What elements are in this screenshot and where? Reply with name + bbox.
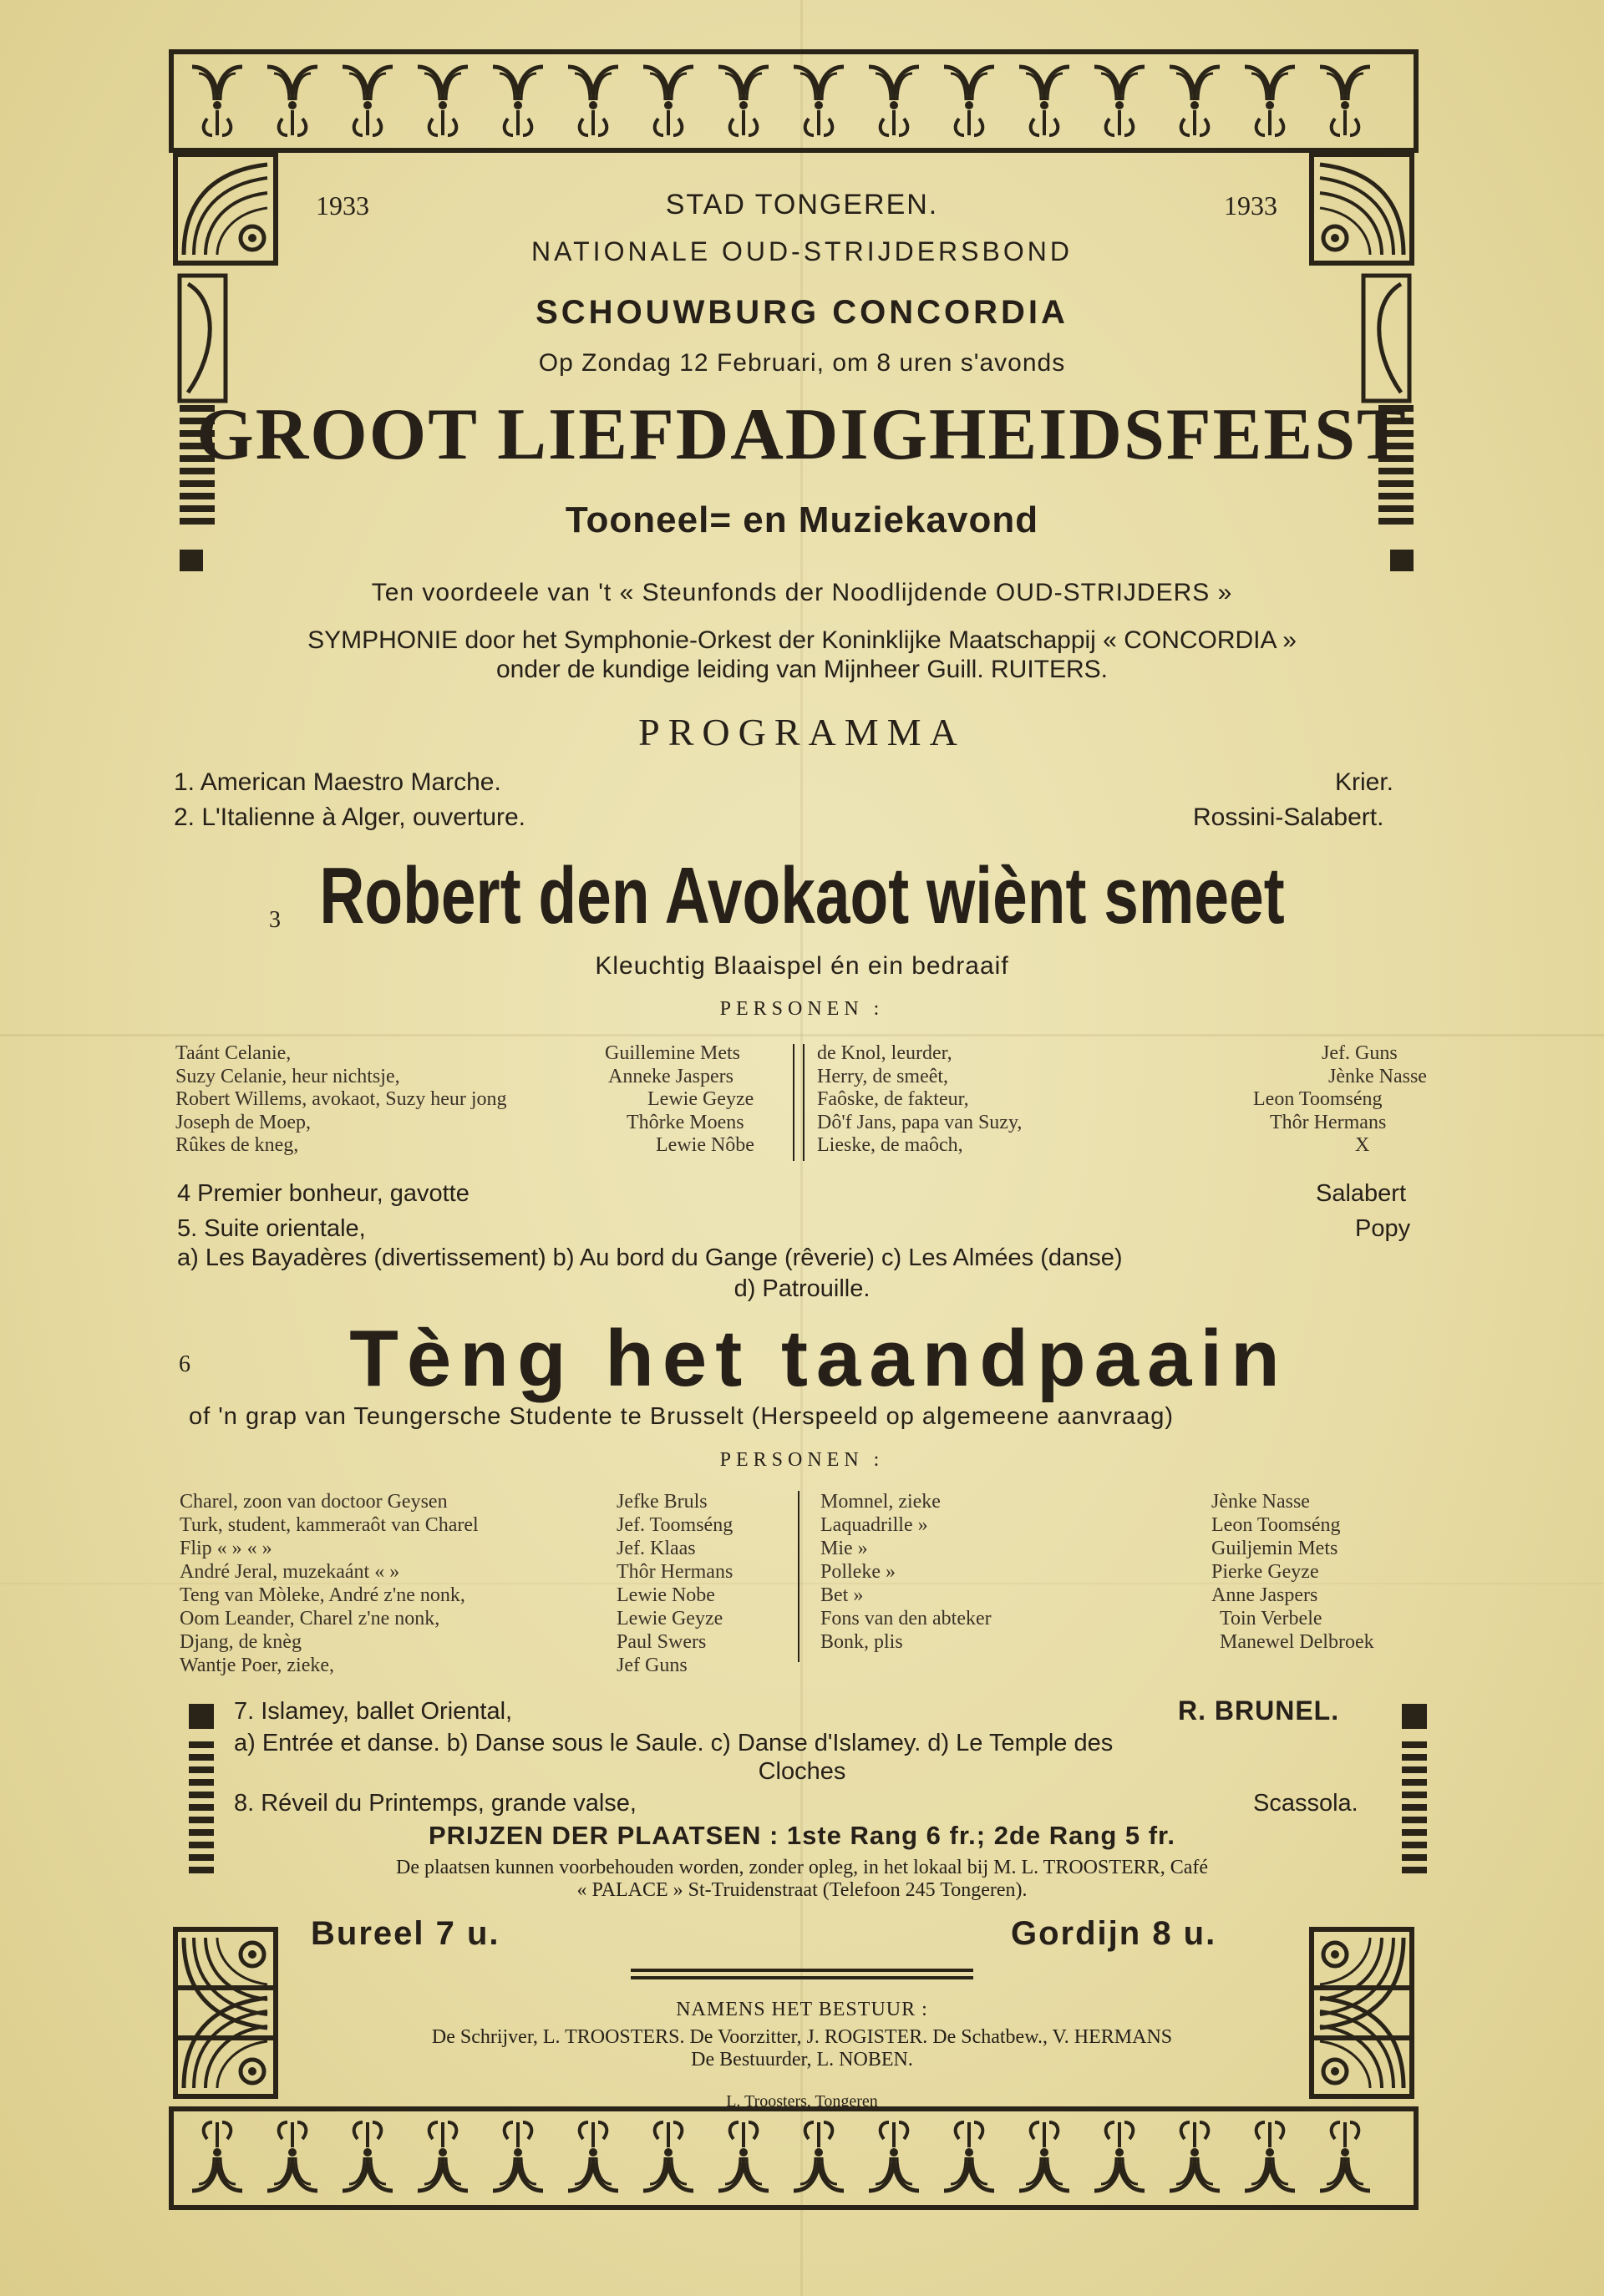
program-item-4: 4 Premier bonheur, gavotte (177, 1180, 470, 1207)
cast2-right-actor-5: Anne Jaspers (1211, 1584, 1318, 1606)
cast2-left-role-3: Flip « » « » (180, 1538, 272, 1559)
program-item-7-parts: a) Entrée et danse. b) Danse sous le Saule. c) Danse d'Islamey. d) Le Temple des (234, 1730, 1114, 1756)
symphonie-line-1: SYMPHONIE door het Symphonie-Orkest der Koninklijke Maatschappij « CONCORDIA » (307, 626, 1297, 654)
program-composer-5: Popy (1355, 1215, 1411, 1242)
cast1-left-actor-5: Lewie Nôbe (656, 1134, 754, 1156)
cast2-left-actor-5: Lewie Nobe (617, 1584, 715, 1606)
cast1-right-actor-2: Jènke Nasse (1328, 1066, 1427, 1087)
cast2-right-role-2: Laquadrille » (820, 1514, 928, 1536)
cast2-right-role-7: Bonk, plis (820, 1631, 903, 1653)
cast1-right-role-1: de Knol, leurder, (817, 1042, 952, 1064)
cast2-right-actor-3: Guiljemin Mets (1211, 1538, 1338, 1559)
cast1-right-role-4: Dô'f Jans, papa van Suzy, (817, 1112, 1023, 1133)
play1-title: Robert den Avokaot wiènt smeet (319, 851, 1285, 940)
cast2-left-role-7: Djang, de knèg (180, 1631, 302, 1653)
cast1-right-actor-3: Leon Toomséng (1253, 1088, 1383, 1110)
program-item-8: 8. Réveil du Printemps, grande valse, (234, 1790, 637, 1817)
cast1-right-role-3: Faôske, de fakteur, (817, 1088, 969, 1110)
top-band-pattern (192, 67, 1370, 135)
cast1-left-role-2: Suzy Celanie, heur nichtsje, (175, 1066, 400, 1087)
cast1-left-actor-3: Lewie Geyze (647, 1088, 754, 1110)
program-item-1: 1. American Maestro Marche. (174, 768, 501, 796)
bestuur-line-2: De Bestuurder, L. NOBEN. (691, 2049, 913, 2070)
cast1-right-actor-4: Thôr Hermans (1270, 1112, 1387, 1133)
cast1-left-role-3: Robert Willems, avokaot, Suzy heur jong (175, 1088, 507, 1110)
program-item-7-parts-2: Cloches (758, 1758, 846, 1785)
program-item-7: 7. Islamey, ballet Oriental, (234, 1698, 513, 1725)
printer-line: L. Troosters, Tongeren (726, 2092, 878, 2111)
cast1-left-actor-2: Anneke Jaspers (608, 1066, 733, 1087)
program-composer-2: Rossini-Salabert. (1193, 803, 1384, 831)
cast2-right-role-6: Fons van den abteker (820, 1608, 992, 1630)
cast1-left-role-5: Rûkes de kneg, (175, 1134, 299, 1156)
cast2-right-actor-2: Leon Toomséng (1211, 1514, 1341, 1536)
cast1-right-actor-1: Jef. Guns (1322, 1042, 1398, 1064)
cast2-left-actor-4: Thôr Hermans (617, 1561, 733, 1583)
year-right: 1933 (1224, 190, 1277, 220)
cast1-right-role-5: Lieske, de maôch, (817, 1134, 963, 1156)
benefit-line: Ten voordeele van 't « Steunfonds der Noodlijdende OUD-STRIJDERS » (371, 579, 1233, 606)
cast2-left-role-6: Oom Leander, Charel z'ne nonk, (180, 1608, 440, 1630)
program-item-5: 5. Suite orientale, (177, 1215, 366, 1242)
reservation-line-1: De plaatsen kunnen voorbehouden worden, zonder opleg, in het lokaal bij M. L. TROOSTERR, Café (395, 1857, 1208, 1878)
program-composer-1: Krier. (1335, 768, 1394, 796)
bottom-band-pattern (192, 2122, 1370, 2191)
play1-number: 3 (269, 907, 281, 933)
main-title: GROOT LIEFDADIGHEIDSFEEST (196, 394, 1408, 475)
bureel-time: Bureel 7 u. (311, 1915, 500, 1952)
cast2-left-actor-3: Jef. Klaas (617, 1538, 696, 1559)
reservation-line-2: « PALACE » St-Truidenstraat (Telefoon 245 Tongeren). (576, 1879, 1028, 1901)
cast2-left-role-5: Teng van Mòleke, André z'ne nonk, (180, 1584, 465, 1606)
cast2-right-role-3: Mie » (820, 1538, 868, 1559)
cast1-left-actor-4: Thôrke Moens (627, 1112, 744, 1133)
organization-line: NATIONALE OUD-STRIJDERSBOND (531, 236, 1073, 266)
program-item-2: 2. L'Italienne à Alger, ouverture. (174, 803, 526, 831)
personen-label-1: PERSONEN : (719, 998, 885, 1020)
program-item-5-parts: a) Les Bayadères (divertissement) b) Au bord du Gange (rêverie) c) Les Almées (danse) (177, 1244, 1123, 1271)
cast1-right-actor-5: X (1355, 1134, 1370, 1156)
program-composer-7: R. BRUNEL. (1178, 1695, 1340, 1726)
cast2-left-actor-8: Jef Guns (617, 1655, 688, 1676)
city-line: STAD TONGEREN. (665, 189, 939, 220)
cast2-right-actor-1: Jènke Nasse (1211, 1491, 1310, 1513)
cast2-right-role-4: Polleke » (820, 1561, 896, 1583)
subtitle: Tooneel= en Muziekavond (565, 499, 1039, 540)
namens-line: NAMENS HET BESTUUR : (676, 1999, 928, 2020)
cast2-right-actor-6: Toin Verbele (1220, 1608, 1322, 1630)
cast2-left-role-8: Wantje Poer, zieke, (180, 1655, 335, 1676)
cast2-left-actor-7: Paul Swers (617, 1631, 707, 1653)
cast1-left-actor-1: Guillemine Mets (605, 1042, 740, 1064)
cast2-left-role-1: Charel, zoon van doctoor Geysen (180, 1491, 448, 1513)
cast1-left-role-4: Joseph de Moep, (175, 1112, 311, 1133)
cast2-left-role-4: André Jeral, muzekaánt « » (180, 1561, 400, 1583)
gordijn-time: Gordijn 8 u. (1011, 1915, 1217, 1952)
symphonie-line-2: onder de kundige leiding van Mijnheer Guill. RUITERS. (495, 656, 1109, 683)
cast2-right-role-1: Momnel, zieke (820, 1491, 941, 1513)
cast2-left-actor-6: Lewie Geyze (617, 1608, 723, 1630)
program-composer-4: Salabert (1316, 1180, 1407, 1207)
program-item-5-parts-2: d) Patrouille. (733, 1275, 871, 1302)
cast2-left-role-2: Turk, student, kammeraôt van Charel (180, 1514, 479, 1536)
cast1-right-role-2: Herry, de smeêt, (817, 1066, 949, 1087)
play2-title: Tèng het taandpaain (349, 1314, 1288, 1403)
cast2-right-actor-4: Pierke Geyze (1211, 1561, 1319, 1583)
year-left: 1933 (316, 190, 369, 220)
play2-number: 6 (179, 1351, 190, 1377)
cast2-right-actor-7: Manewel Delbroek (1220, 1631, 1374, 1653)
personen-label-2: PERSONEN : (719, 1449, 885, 1471)
cast2-left-actor-2: Jef. Toomséng (617, 1514, 733, 1536)
program-composer-8: Scassola. (1253, 1790, 1358, 1817)
cast2-left-actor-1: Jefke Bruls (617, 1491, 708, 1513)
bestuur-line-1: De Schrijver, L. TROOSTERS. De Voorzitter, J. ROGISTER. De Schatbew., V. HERMANS (431, 2026, 1173, 2048)
play1-subtitle: Kleuchtig Blaaispel én ein bedraaif (595, 952, 1009, 980)
cast1-left-role-1: Taánt Celanie, (175, 1042, 292, 1064)
date-line: Op Zondag 12 Februari, om 8 uren s'avonds (538, 349, 1066, 377)
cast2-right-role-5: Bet » (820, 1584, 864, 1606)
prices-line: PRIJZEN DER PLAATSEN : 1ste Rang 6 fr.; 2de Rang 5 fr. (428, 1821, 1176, 1850)
venue-line: SCHOUWBURG CONCORDIA (536, 294, 1068, 331)
play2-subtitle: of 'n grap van Teungersche Studente te Brusselt (Herspeeld op algemeene aanvraag) (189, 1403, 1175, 1430)
programma-heading: PROGRAMMA (638, 711, 966, 753)
